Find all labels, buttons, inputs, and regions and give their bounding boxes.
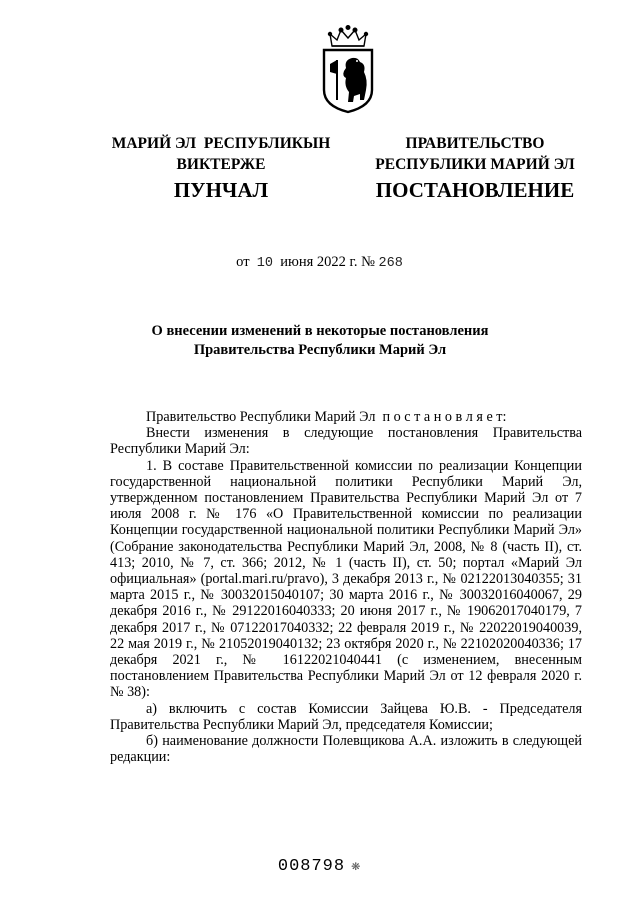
doc-type-right: ПОСТАНОВЛЕНИЕ: [375, 178, 575, 202]
body-paragraph-4: а) включить с состав Комиссии Зайцева Ю.В. - Председателя Правительства Республики Марий Эл, председателя Комиссии;: [110, 700, 582, 733]
date-day: 10: [256, 256, 273, 271]
body-paragraph-3: 1. В составе Правительственной комиссии по реализации Концепции государственной национальной политики Республики Марий Эл, утвержденном постановлением Правительства Республики Марий Эл от 7 июля 2008 г. № 176 «О Правительственной комиссии по реализации Концепции государственной национальной политики Республики Марий Эл» (Собрание законодательства Республики Марий Эл, 2008, № 8 (часть II), ст. 413; 2010, № 7, ст. 366; 2012, № 1 (часть II), ст. 50; портал «Марий Эл официальная» (portal.mari.ru/pravo), 3 декабря 2013 г., № 02122013040355; 31 марта 2015 г., № 30032015040107; 30 марта 2016 г., № 30032016040067, 29 декабря 2016 г., № 29122016040333; 20 июня 2017 г., № 19062017040179, 7 декабря 2017 г., № 07122017040332; 22 февраля 2019 г., № 22022019040039, 22 мая 2019 г., № 21052019040132; 23 октября 2020 г., № 22102020040336; 17 декабря 2021 г., № 16122021040441 (с изменением, внесенным постановлением Правительства Республики Марий Эл от 12 февраля 2020 г. № 38):: [110, 457, 582, 701]
coat-of-arms-icon: [320, 24, 376, 114]
header-right-line2: РЕСПУБЛИКИ МАРИЙ ЭЛ: [375, 156, 575, 173]
date-line: [0, 254, 639, 271]
rosette-icon: ❋: [351, 858, 362, 875]
header-left-line1: МАРИЙ ЭЛ РЕСПУБЛИКЫН: [111, 135, 331, 152]
serial-number: 008798: [277, 857, 346, 876]
form-serial-number: [0, 856, 639, 876]
title-line2: Правительства Республики Марий Эл: [193, 342, 447, 358]
date-prefix: от: [236, 254, 250, 270]
document-body: [110, 409, 582, 765]
title-line1: О внесении изменений в некоторые постановления: [151, 323, 489, 339]
header-left-block: [102, 133, 340, 175]
header-right-block: [360, 133, 590, 175]
body-paragraph-5: б) наименование должности Полевщикова А.А. изложить в следующей редакции:: [110, 733, 582, 766]
document-number: 268: [378, 256, 403, 271]
header-right-line1: ПРАВИТЕЛЬСТВО: [405, 135, 545, 152]
doc-type-left: ПУНЧАЛ: [173, 178, 269, 202]
date-month-year: июня 2022 г. №: [280, 254, 375, 270]
body-paragraph-1: Правительство Республики Марий Эл п о с т а н о в л я е т:: [146, 409, 507, 425]
document-title: [60, 322, 580, 360]
body-paragraph-2: Внести изменения в следующие постановления Правительства Республики Марий Эл:: [110, 425, 582, 458]
header-left-line2: ВИКТЕРЖЕ: [176, 156, 266, 173]
